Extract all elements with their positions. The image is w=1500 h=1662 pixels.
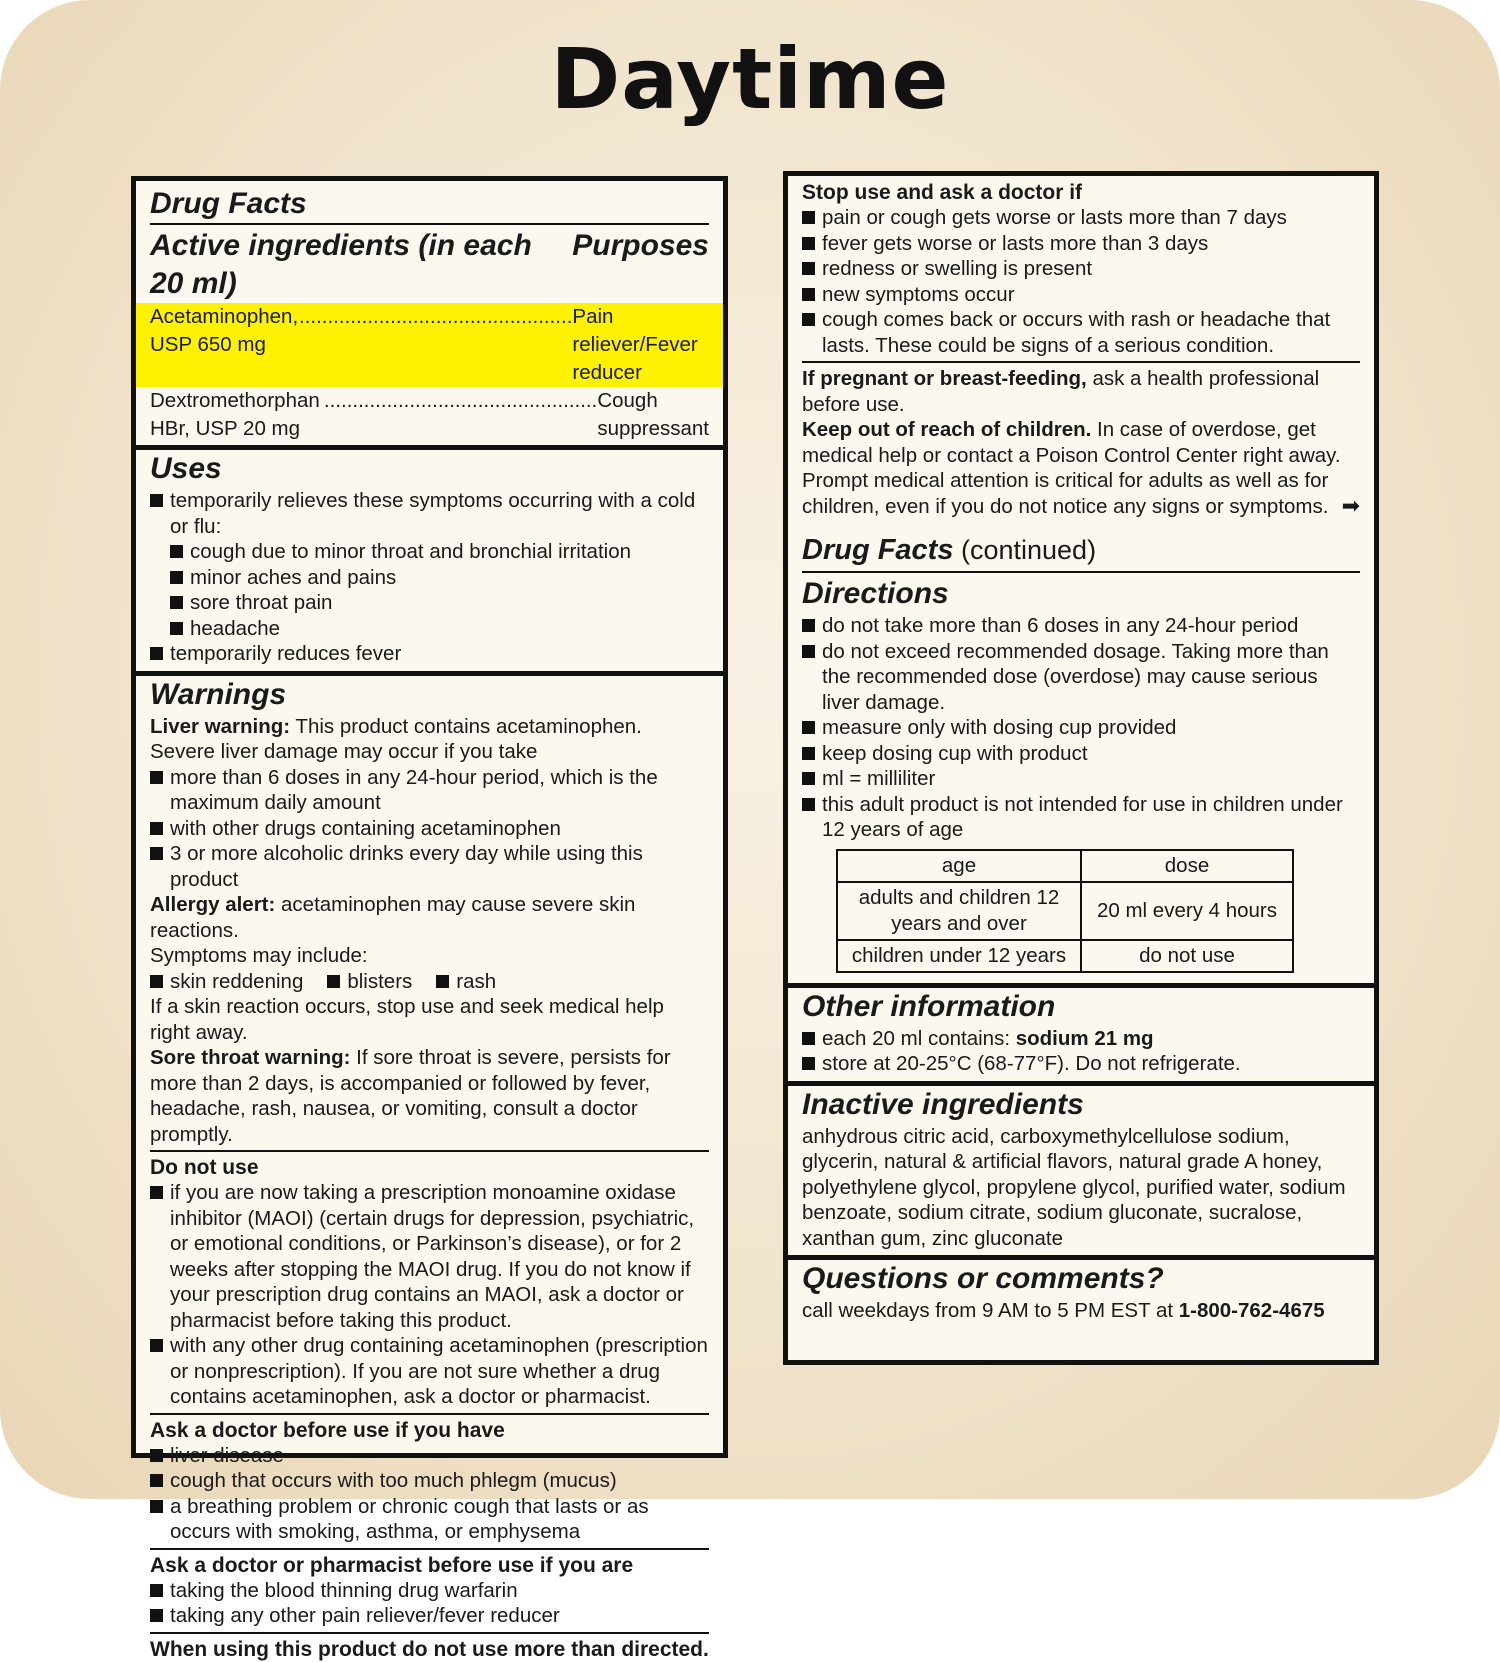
- list-item: cough that occurs with too much phlegm (mucus): [150, 1468, 709, 1494]
- ask-pharmacist-section: [136, 1553, 723, 1629]
- list-item: measure only with dosing cup provided: [802, 715, 1360, 741]
- other-information-heading: Other information: [802, 989, 1056, 1023]
- list-item: redness or swelling is present: [802, 256, 1360, 282]
- uses-heading: Uses: [150, 452, 222, 485]
- drug-facts-panel-left: [131, 176, 728, 1661]
- list-item: liver disease: [150, 1443, 709, 1469]
- ask-pharmacist-heading: Ask a doctor or pharmacist before use if you are: [150, 1553, 634, 1577]
- square-bullet-icon: [802, 288, 815, 301]
- list-item: keep dosing cup with product: [802, 741, 1360, 767]
- warnings-heading: Warnings: [150, 677, 287, 711]
- list-item: temporarily reduces fever: [150, 641, 709, 667]
- square-bullet-icon: [802, 747, 815, 760]
- table-cell: children under 12 years: [837, 940, 1081, 972]
- right-arrow-icon: ➡: [1341, 493, 1360, 518]
- divider: [802, 571, 1360, 573]
- square-bullet-icon: [150, 975, 163, 988]
- square-bullet-icon: [150, 647, 163, 660]
- divider: [150, 1413, 709, 1415]
- table-cell: adults and children 12 years and over: [837, 882, 1081, 940]
- square-bullet-icon: [802, 1057, 815, 1070]
- list-item: more than 6 doses in any 24-hour period, which is the maximum daily amount: [150, 765, 709, 816]
- list-item: minor aches and pains: [150, 565, 709, 591]
- square-bullet-icon: [436, 975, 449, 988]
- square-bullet-icon: [802, 313, 815, 326]
- dot-leader: ................................................: [323, 389, 598, 412]
- table-header-cell: dose: [1081, 850, 1293, 882]
- drug-facts-header: [136, 181, 723, 303]
- list-item: with other drugs containing acetaminophen: [150, 816, 709, 842]
- square-bullet-icon: [150, 1500, 163, 1513]
- list-item: blisters: [327, 969, 412, 995]
- when-using-text: When using this product do not use more than directed.: [150, 1637, 709, 1661]
- square-bullet-icon: [802, 211, 815, 224]
- list-item: cough comes back or occurs with rash or headache that lasts. These could be signs of a serious condition.: [802, 307, 1360, 358]
- square-bullet-icon: [802, 721, 815, 734]
- drug-facts-continued: [788, 531, 1374, 973]
- phone-number: 1-800-762-4675: [1178, 1299, 1325, 1322]
- list-item: temporarily relieves these symptoms occurring with a cold or flu:: [150, 488, 709, 539]
- page-title: Daytime: [550, 30, 950, 128]
- square-bullet-icon: [802, 798, 815, 811]
- list-item: skin reddening: [150, 969, 303, 995]
- skin-symptoms: [150, 969, 709, 995]
- list-item: this adult product is not intended for use in children under 12 years of age: [802, 792, 1360, 843]
- square-bullet-icon: [150, 1584, 163, 1597]
- square-bullet-icon: [150, 771, 163, 784]
- list-item: sore throat pain: [150, 590, 709, 616]
- table-header-cell: age: [837, 850, 1081, 882]
- square-bullet-icon: [150, 1474, 163, 1487]
- square-bullet-icon: [150, 1449, 163, 1462]
- divider: [150, 223, 709, 225]
- square-bullet-icon: [150, 822, 163, 835]
- allergy-symptoms-text: Symptoms may include:: [150, 944, 368, 967]
- list-item: cough due to minor throat and bronchial irritation: [150, 539, 709, 565]
- divider: [150, 1150, 709, 1152]
- list-item: pain or cough gets worse or lasts more than 7 days: [802, 205, 1360, 231]
- list-item: new symptoms occur: [802, 282, 1360, 308]
- square-bullet-icon: [802, 1032, 815, 1045]
- divider: [150, 1632, 709, 1634]
- square-bullet-icon: [150, 494, 163, 507]
- keep-out-of-reach: Keep out of reach of children. In case of overdose, get medical help or contact a Poison Control Center right away. Prompt medical attention is critical for adults as well as for children, even if you do not notice any signs or symptoms.: [802, 418, 1341, 518]
- table-cell: do not use: [1081, 940, 1293, 972]
- ask-doctor-section: [136, 1418, 723, 1545]
- inactive-ingredients-heading: Inactive ingredients: [802, 1087, 1084, 1121]
- square-bullet-icon: [802, 237, 815, 250]
- ingredient-purpose: Pain reliever/Fever reducer: [572, 305, 698, 384]
- list-item: fever gets worse or lasts more than 3 days: [802, 231, 1360, 257]
- table-row: [837, 850, 1293, 882]
- drug-facts-panel-right: [783, 171, 1379, 1365]
- square-bullet-icon: [802, 262, 815, 275]
- list-item: a breathing problem or chronic cough that lasts or as occurs with smoking, asthma, or emphysema: [150, 1494, 709, 1545]
- drug-facts-title: Drug Facts: [150, 187, 307, 220]
- dosing-table: [836, 849, 1294, 973]
- square-bullet-icon: [170, 596, 183, 609]
- list-item: 3 or more alcoholic drinks every day while using this product: [150, 841, 709, 892]
- list-item: rash: [436, 969, 496, 995]
- list-item: ml = milliliter: [802, 766, 1360, 792]
- square-bullet-icon: [327, 975, 340, 988]
- square-bullet-icon: [150, 1609, 163, 1622]
- active-ingredient-row: [136, 387, 723, 443]
- warnings-section: [136, 676, 723, 1148]
- square-bullet-icon: [150, 1186, 163, 1199]
- divider: [150, 1548, 709, 1550]
- questions-heading: Questions or comments?: [802, 1262, 1164, 1295]
- do-not-use-heading: Do not use: [150, 1156, 259, 1179]
- dot-leader: ................................................: [299, 305, 573, 328]
- table-cell: 20 ml every 4 hours: [1081, 882, 1293, 940]
- list-item: do not take more than 6 doses in any 24-hour period: [802, 613, 1360, 639]
- list-item: taking any other pain reliever/fever reducer: [150, 1603, 709, 1629]
- active-ingredients-header: [150, 227, 709, 303]
- inactive-ingredients-section: [788, 1086, 1374, 1252]
- questions-section: [788, 1260, 1374, 1324]
- list-item: if you are now taking a prescription monoamine oxidase inhibitor (MAOI) (certain drugs for depression, psychiatric, or emotional conditions, or Parkinson’s disease), or for 2 weeks after stopping the MAOI drug. If you do not know if your prescription drug contains an MAOI, ask a doctor or pharmacist before taking this product.: [150, 1180, 709, 1333]
- allergy-alert: Allergy alert: acetaminophen may cause severe skin reactions.: [150, 893, 636, 942]
- continued-heading: Drug Facts (continued): [802, 534, 1097, 566]
- list-item: each 20 ml contains: sodium 21 mg: [802, 1026, 1360, 1052]
- directions-heading: Directions: [802, 577, 949, 610]
- table-row: [837, 940, 1293, 972]
- square-bullet-icon: [170, 545, 183, 558]
- list-item: with any other drug containing acetaminophen (prescription or nonprescription). If you are not sure whether a drug contains acetaminophen, ask a doctor or pharmacist.: [150, 1333, 709, 1410]
- inactive-ingredients-text: anhydrous citric acid, carboxymethylcellulose sodium, glycerin, natural & artificial flavors, natural grade A honey, polyethylene glycol, propylene glycol, purified water, sodium benzoate, sodium citrate, sodium gluconate, sucralose, xanthan gum, zinc gluconate: [802, 1124, 1346, 1250]
- liver-warning-text: Severe liver damage may occur if you take: [150, 740, 538, 763]
- ingredient-purpose: Cough suppressant: [597, 389, 709, 440]
- questions-text: call weekdays from 9 AM to 5 PM EST at 1-800-762-4675: [802, 1299, 1325, 1322]
- when-using-section: [136, 1637, 723, 1662]
- square-bullet-icon: [802, 645, 815, 658]
- square-bullet-icon: [170, 571, 183, 584]
- ingredient-name: Acetaminophen, USP 650 mg: [150, 305, 299, 356]
- square-bullet-icon: [802, 772, 815, 785]
- liver-warning: Liver warning: This product contains acetaminophen.: [150, 714, 642, 738]
- other-information-section: [788, 988, 1374, 1077]
- square-bullet-icon: [802, 619, 815, 632]
- list-item: do not exceed recommended dosage. Taking more than the recommended dose (overdose) may cause serious liver damage.: [802, 639, 1360, 716]
- skin-reaction-text: If a skin reaction occurs, stop use and seek medical help right away.: [150, 995, 664, 1044]
- uses-section: [136, 450, 723, 667]
- list-item: store at 20-25°C (68-77°F). Do not refrigerate.: [802, 1051, 1360, 1077]
- square-bullet-icon: [170, 622, 183, 635]
- purposes-heading: Purposes: [572, 229, 709, 262]
- stop-use-heading: Stop use and ask a doctor if: [802, 181, 1083, 204]
- ingredient-name: Dextromethorphan HBr, USP 20 mg: [150, 389, 320, 440]
- pregnancy-warning: If pregnant or breast-feeding, ask a health professional before use.: [802, 367, 1320, 416]
- ask-doctor-heading: Ask a doctor before use if you have: [150, 1418, 505, 1442]
- list-item: taking the blood thinning drug warfarin: [150, 1578, 709, 1604]
- do-not-use-section: [136, 1155, 723, 1410]
- square-bullet-icon: [150, 1339, 163, 1352]
- active-ingredient-row: [136, 303, 723, 387]
- table-row: [837, 882, 1293, 940]
- pregnancy-section: [788, 366, 1374, 519]
- divider: [802, 361, 1360, 363]
- stop-use-section: [788, 176, 1374, 358]
- list-item: headache: [150, 616, 709, 642]
- active-ingredients-heading: Active ingredients (in each 20 ml): [150, 229, 532, 300]
- sore-throat-warning: Sore throat warning: If sore throat is severe, persists for more than 2 days, is accompanied or followed by fever, headache, rash, nausea, or vomiting, consult a doctor promptly.: [150, 1046, 671, 1146]
- square-bullet-icon: [150, 847, 163, 860]
